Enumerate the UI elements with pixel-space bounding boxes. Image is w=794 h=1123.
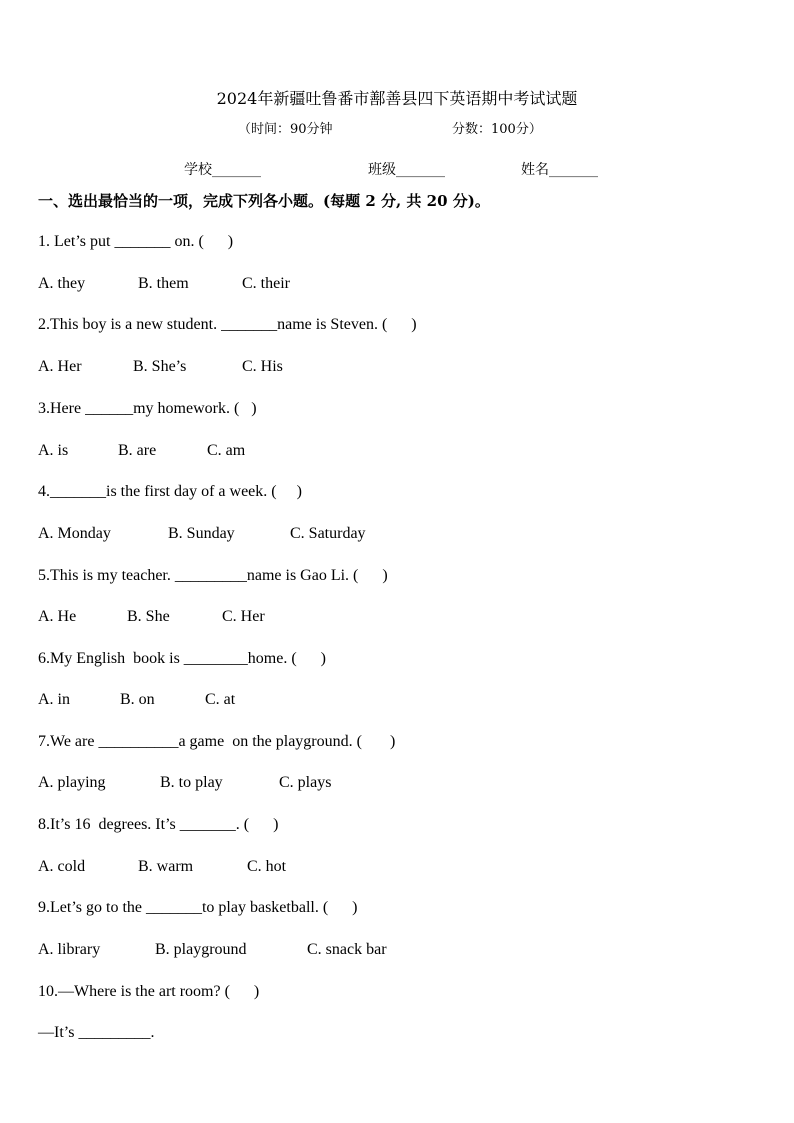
q7-option-b[interactable]: B. to play (160, 774, 223, 791)
q3-option-c[interactable]: C. am (207, 442, 246, 459)
q8-option-a[interactable]: A. cold (38, 858, 86, 875)
question-5: 5.This is my teacher. _________name is Gao Li. ( ) (38, 567, 388, 584)
section-1-heading: 一、选出最恰当的一项，完成下列各小题。(每题 2 分, 共 20 分)。 (38, 192, 490, 210)
q5-option-b[interactable]: B. She (127, 608, 170, 625)
q4-option-c[interactable]: C. Saturday (290, 525, 366, 542)
q6-option-a[interactable]: A. in (38, 691, 70, 708)
question-2: 2.This boy is a new student. _______name is Steven. ( ) (38, 316, 417, 333)
q1-option-b[interactable]: B. them (138, 275, 189, 292)
q2-option-b[interactable]: B. She’s (133, 358, 187, 375)
question-8: 8.It’s 16 degrees. It’s _______. ( ) (38, 816, 279, 833)
q7-option-c[interactable]: C. plays (279, 774, 332, 791)
name-field[interactable]: 姓名_______ (521, 162, 598, 178)
exam-score: 分数：100分） (452, 122, 542, 137)
question-1: 1. Let’s put _______ on. ( ) (38, 233, 234, 250)
q2-option-a[interactable]: A. Her (38, 358, 82, 375)
q9-option-a[interactable]: A. library (38, 941, 101, 958)
exam-time: （时间：90分钟 (238, 122, 333, 137)
question-7: 7.We are __________a game on the playground. ( ) (38, 733, 396, 750)
q9-option-c[interactable]: C. snack bar (307, 941, 387, 958)
q7-option-a[interactable]: A. playing (38, 774, 106, 791)
q1-option-c[interactable]: C. their (242, 275, 290, 292)
q6-option-b[interactable]: B. on (120, 691, 155, 708)
q5-option-c[interactable]: C. Her (222, 608, 265, 625)
exam-title: 2024年新疆吐鲁番市鄯善县四下英语期中考试试题 (216, 89, 578, 108)
question-4: 4._______is the first day of a week. ( ) (38, 483, 302, 500)
question-9: 9.Let’s go to the _______to play basketball. ( ) (38, 899, 358, 916)
q2-option-c[interactable]: C. His (242, 358, 283, 375)
q4-option-a[interactable]: A. Monday (38, 525, 111, 542)
school-field[interactable]: 学校_______ (184, 162, 261, 178)
q6-option-c[interactable]: C. at (205, 691, 236, 708)
class-field[interactable]: 班级_______ (368, 162, 445, 178)
q8-option-c[interactable]: C. hot (247, 858, 287, 875)
q3-option-a[interactable]: A. is (38, 442, 69, 459)
question-6: 6.My English book is ________home. ( ) (38, 650, 326, 667)
q3-option-b[interactable]: B. are (118, 442, 157, 459)
question-10: 10.—Where is the art room? ( ) (38, 983, 260, 1000)
q9-option-b[interactable]: B. playground (155, 941, 247, 958)
question-3: 3.Here ______my homework. ( ) (38, 400, 257, 417)
q8-option-b[interactable]: B. warm (138, 858, 194, 875)
q10-answer-line[interactable]: —It’s _________. (38, 1024, 155, 1041)
q4-option-b[interactable]: B. Sunday (168, 525, 235, 542)
q5-option-a[interactable]: A. He (38, 608, 77, 625)
q1-option-a[interactable]: A. they (38, 275, 86, 292)
